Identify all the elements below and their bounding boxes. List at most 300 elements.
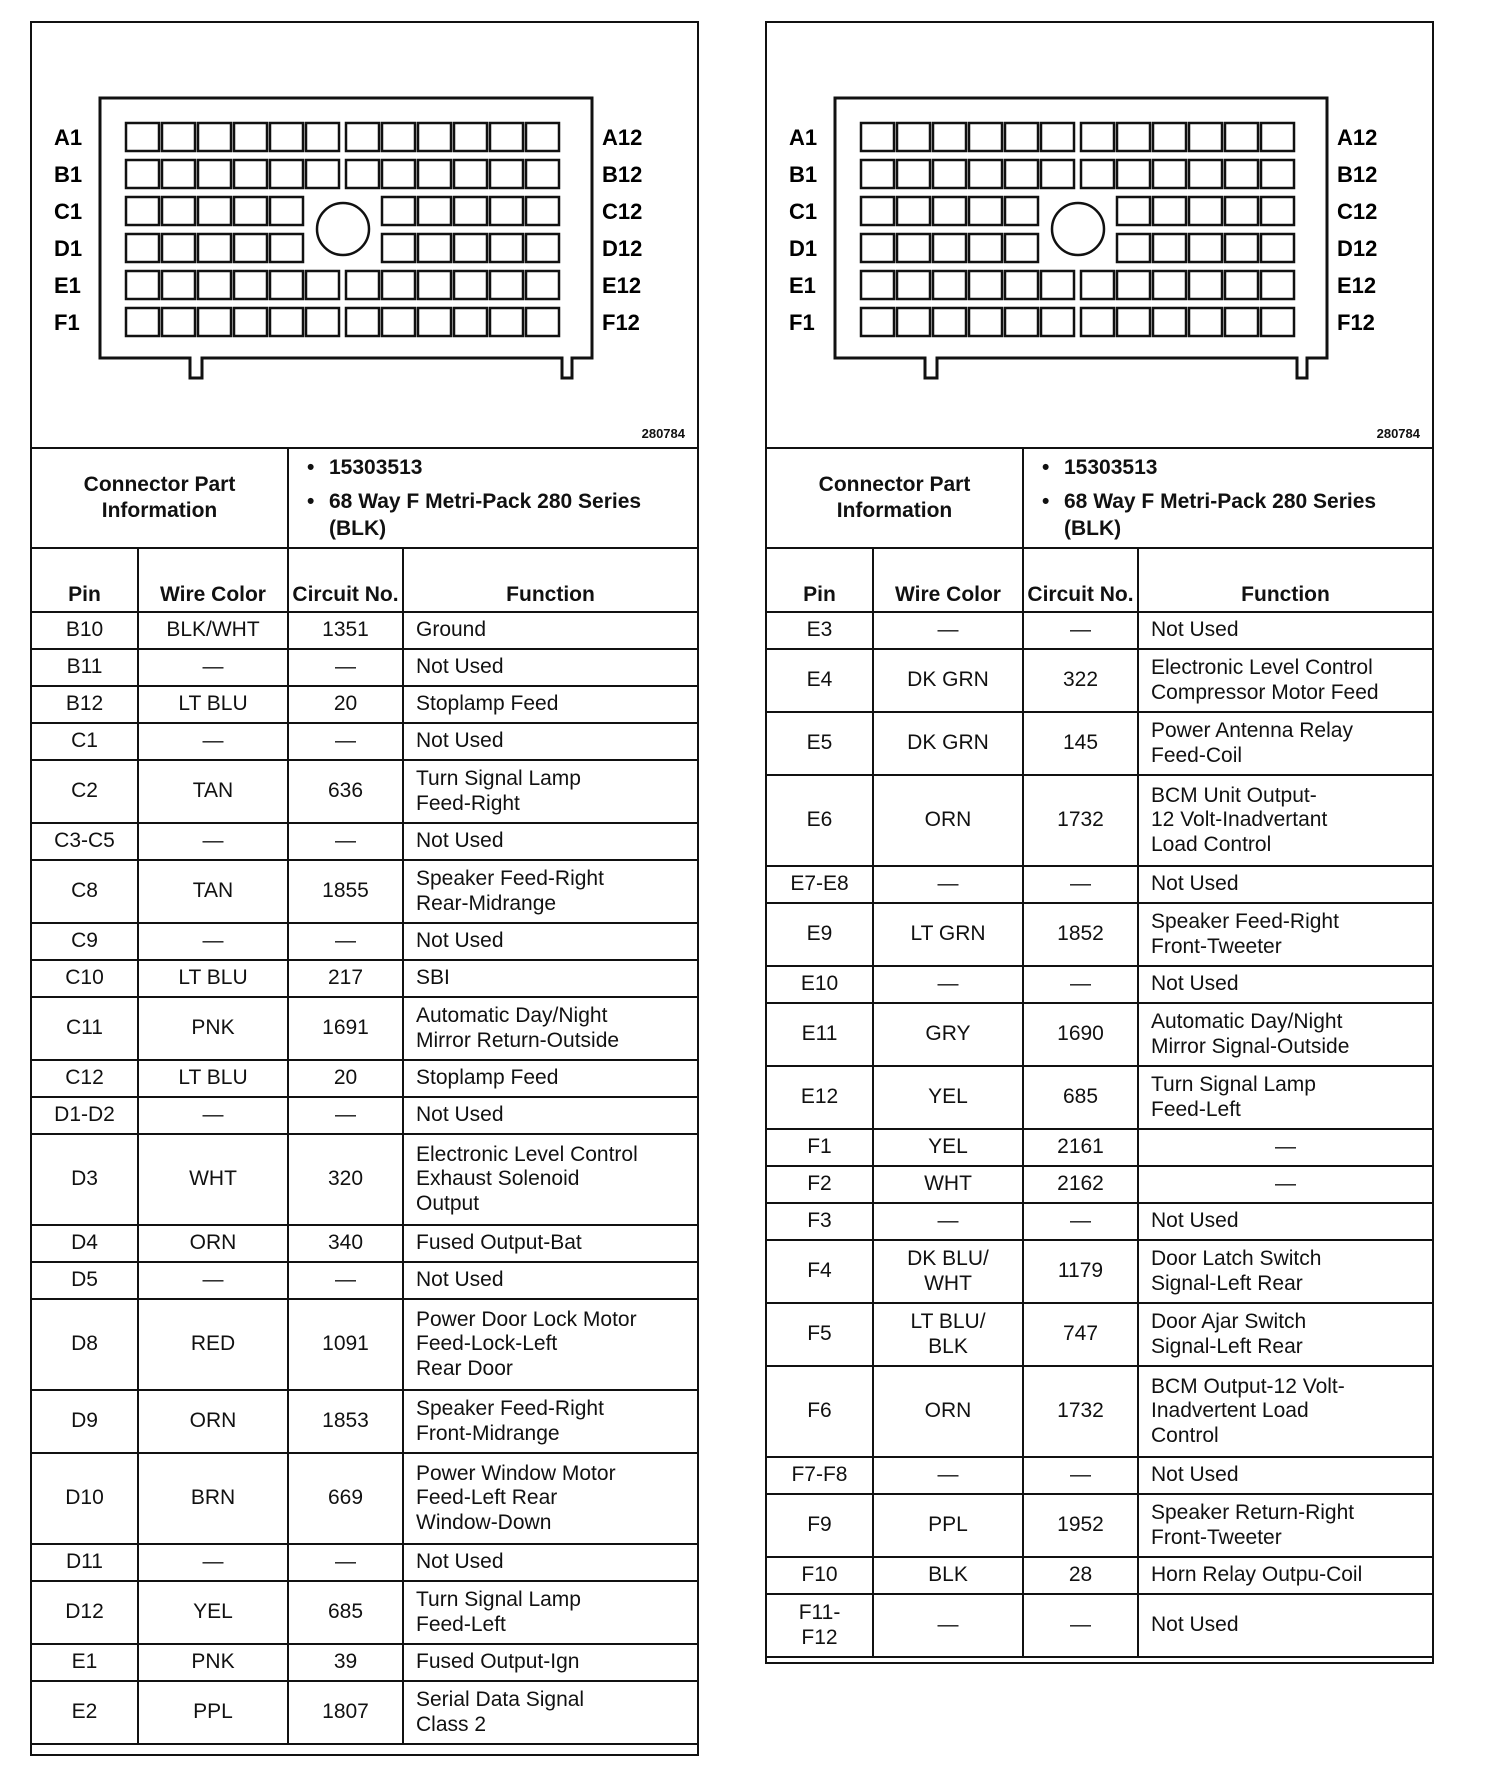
connector-info-values — [1024, 449, 1432, 547]
wire-color-cell: — — [873, 1594, 1023, 1657]
table-row — [32, 649, 697, 686]
pin-cavity — [933, 160, 966, 188]
row-label-right: F12 — [602, 310, 640, 335]
pin-cavity — [1041, 271, 1074, 299]
pin-cavity — [418, 160, 451, 188]
pin-cavity — [1117, 160, 1150, 188]
pin-cavity — [454, 160, 487, 188]
pin-cavity — [1225, 160, 1258, 188]
function-cell: Electronic Level Control Exhaust Solenoid Output — [403, 1134, 697, 1225]
pin-cavity — [1081, 308, 1114, 336]
pin-cavity — [382, 197, 415, 225]
wire-color-cell: — — [873, 1457, 1023, 1494]
circuit-no-cell: 340 — [288, 1225, 403, 1262]
wire-color-cell: ORN — [138, 1225, 288, 1262]
pin-cavity — [198, 234, 231, 262]
wire-color-cell: ORN — [138, 1390, 288, 1453]
pin-cavity — [382, 234, 415, 262]
function-cell: Not Used — [403, 1544, 697, 1581]
circuit-no-cell: 1853 — [288, 1390, 403, 1453]
circuit-no-cell: 669 — [288, 1453, 403, 1544]
pin-cavity — [270, 160, 303, 188]
pin-cavity — [1041, 123, 1074, 151]
header-function: Function — [403, 549, 697, 612]
circuit-no-cell: 322 — [1023, 649, 1138, 712]
table-row — [767, 649, 1432, 712]
pin-cavity — [861, 234, 894, 262]
row-label-right: A12 — [1337, 125, 1378, 150]
function-cell: Not Used — [1138, 612, 1432, 649]
row-label-left: B1 — [789, 162, 818, 187]
pin-cell: C10 — [32, 960, 138, 997]
pin-cavity — [126, 271, 159, 299]
wire-color-cell: — — [138, 823, 288, 860]
pin-cavity — [198, 271, 231, 299]
circuit-no-cell: 145 — [1023, 712, 1138, 775]
table-row — [767, 712, 1432, 775]
row-label-right: C12 — [602, 199, 643, 224]
table-row — [32, 1262, 697, 1299]
pin-cavity — [418, 197, 451, 225]
pin-cell: B12 — [32, 686, 138, 723]
table-row — [32, 612, 697, 649]
pin-cavity — [270, 197, 303, 225]
header-wire-color: Wire Color — [138, 549, 288, 612]
pin-cavity — [490, 197, 523, 225]
function-cell: Horn Relay Outpu-Coil — [1138, 1557, 1432, 1594]
wire-color-cell: LT BLU — [138, 960, 288, 997]
table-row — [767, 1494, 1432, 1557]
pin-cavity — [933, 234, 966, 262]
pin-cell: C11 — [32, 997, 138, 1060]
pin-cavity — [490, 234, 523, 262]
pinout-rows — [32, 612, 697, 1744]
row-label-right: E12 — [1337, 273, 1377, 298]
row-label-right: B12 — [1337, 162, 1378, 187]
table-row — [32, 1097, 697, 1134]
pin-cavity — [969, 308, 1002, 336]
pin-cavity — [897, 197, 930, 225]
wire-color-cell: PPL — [873, 1494, 1023, 1557]
pin-cavity — [1189, 160, 1222, 188]
pin-cell: E5 — [767, 712, 873, 775]
pin-cavity — [490, 308, 523, 336]
circuit-no-cell: — — [288, 1544, 403, 1581]
pin-cell: C9 — [32, 923, 138, 960]
pin-cell: F11- F12 — [767, 1594, 873, 1657]
function-cell: BCM Unit Output- 12 Volt-Inadvertant Load Control — [1138, 775, 1432, 866]
circuit-no-cell: — — [288, 1097, 403, 1134]
connector-description: • 68 Way F Metri-Pack 280 Series (BLK) — [329, 489, 697, 542]
pin-cavity — [162, 271, 195, 299]
pin-cell: C8 — [32, 860, 138, 923]
function-cell: Speaker Return-Right Front-Tweeter — [1138, 1494, 1432, 1557]
pin-cavity — [270, 271, 303, 299]
pin-cavity — [1153, 308, 1186, 336]
wire-color-cell: DK GRN — [873, 712, 1023, 775]
pin-cavity — [861, 271, 894, 299]
wire-color-cell: LT BLU — [138, 1060, 288, 1097]
pin-cavity — [162, 234, 195, 262]
pin-cavity — [1225, 234, 1258, 262]
pin-cavity — [1189, 197, 1222, 225]
pin-cavity — [198, 160, 231, 188]
table-row — [767, 1129, 1432, 1166]
pin-cell: E7-E8 — [767, 866, 873, 903]
pin-cavity — [933, 271, 966, 299]
pin-cavity — [1117, 197, 1150, 225]
pin-cavity — [1153, 160, 1186, 188]
wire-color-cell: BLK — [873, 1557, 1023, 1594]
circuit-no-cell: 1952 — [1023, 1494, 1138, 1557]
pin-cavity — [234, 234, 267, 262]
pin-cavity — [126, 308, 159, 336]
function-cell: Stoplamp Feed — [403, 1060, 697, 1097]
circuit-no-cell: 1855 — [288, 860, 403, 923]
table-row — [32, 1581, 697, 1644]
circuit-no-cell: 2161 — [1023, 1129, 1138, 1166]
pin-cavity — [270, 234, 303, 262]
pin-cavity — [933, 123, 966, 151]
pin-cavity — [162, 160, 195, 188]
polarization-key — [1052, 203, 1104, 255]
pin-cell: C2 — [32, 760, 138, 823]
pin-cavity — [454, 271, 487, 299]
wire-color-cell: TAN — [138, 860, 288, 923]
pin-cavity — [1189, 123, 1222, 151]
pin-cavity — [1261, 308, 1294, 336]
connector-part-info — [32, 449, 697, 549]
pin-cavity — [418, 308, 451, 336]
connector-diagram — [767, 23, 1432, 449]
pin-cell: D3 — [32, 1134, 138, 1225]
table-row — [767, 1166, 1432, 1203]
function-cell: Speaker Feed-Right Front-Tweeter — [1138, 903, 1432, 966]
function-cell: Not Used — [403, 823, 697, 860]
pin-cavity — [306, 308, 339, 336]
table-row — [767, 1303, 1432, 1366]
row-label-left: B1 — [54, 162, 83, 187]
pin-cavity — [1081, 160, 1114, 188]
pin-cavity — [1005, 234, 1038, 262]
row-label-left: D1 — [789, 236, 818, 261]
pin-cavity — [198, 197, 231, 225]
row-label-right: F12 — [1337, 310, 1375, 335]
pin-cavity — [1041, 308, 1074, 336]
pin-cavity — [1261, 160, 1294, 188]
wire-color-cell: ORN — [873, 1366, 1023, 1457]
connector-description: • 68 Way F Metri-Pack 280 Series (BLK) — [1064, 489, 1432, 542]
figure-number: 280784 — [641, 426, 685, 441]
pin-cell: C12 — [32, 1060, 138, 1097]
pin-cavity — [969, 271, 1002, 299]
pin-cavity — [306, 160, 339, 188]
header-circuit-no: Circuit No. — [288, 549, 403, 612]
function-cell: Stoplamp Feed — [403, 686, 697, 723]
function-cell: Electronic Level Control Compressor Motor Feed — [1138, 649, 1432, 712]
pin-cell: F9 — [767, 1494, 873, 1557]
function-cell: Not Used — [1138, 966, 1432, 1003]
wire-color-cell: DK BLU/ WHT — [873, 1240, 1023, 1303]
pin-cell: E2 — [32, 1681, 138, 1744]
pin-cavity — [526, 234, 559, 262]
pin-cavity — [897, 234, 930, 262]
function-cell: Power Door Lock Motor Feed-Lock-Left Rear Door — [403, 1299, 697, 1390]
figure-number: 280784 — [1376, 426, 1420, 441]
pin-cavity — [1261, 271, 1294, 299]
row-label-left: F1 — [789, 310, 815, 335]
pin-cell: F7-F8 — [767, 1457, 873, 1494]
pin-cell: F10 — [767, 1557, 873, 1594]
function-cell: Speaker Feed-Right Front-Midrange — [403, 1390, 697, 1453]
circuit-no-cell: — — [1023, 1457, 1138, 1494]
pin-cavity — [234, 123, 267, 151]
row-label-right: A12 — [602, 125, 643, 150]
wire-color-cell: — — [138, 723, 288, 760]
pin-cavity — [306, 271, 339, 299]
connector-panel-left — [30, 21, 699, 1756]
pin-cavity — [897, 160, 930, 188]
pin-cell: B11 — [32, 649, 138, 686]
pin-cavity — [198, 123, 231, 151]
circuit-no-cell: 685 — [288, 1581, 403, 1644]
polarization-key — [317, 203, 369, 255]
circuit-no-cell: 685 — [1023, 1066, 1138, 1129]
table-row — [32, 1134, 697, 1225]
pin-cavity — [490, 123, 523, 151]
pin-cavity — [1081, 271, 1114, 299]
pin-cavity — [1005, 271, 1038, 299]
table-row — [767, 1557, 1432, 1594]
function-cell: Power Window Motor Feed-Left Rear Window-Down — [403, 1453, 697, 1544]
pin-cell: D10 — [32, 1453, 138, 1544]
table-row — [32, 997, 697, 1060]
row-label-right: D12 — [1337, 236, 1378, 261]
pin-cavity — [897, 308, 930, 336]
pin-cell: E11 — [767, 1003, 873, 1066]
row-label-left: E1 — [54, 273, 81, 298]
function-cell: Ground — [403, 612, 697, 649]
pinout-header-row — [32, 549, 697, 612]
pin-cavity — [382, 123, 415, 151]
wire-color-cell: RED — [138, 1299, 288, 1390]
function-cell: Not Used — [1138, 866, 1432, 903]
pin-cavity — [1117, 271, 1150, 299]
pinout-header-row — [767, 549, 1432, 612]
wire-color-cell: BRN — [138, 1453, 288, 1544]
pin-cell: E4 — [767, 649, 873, 712]
pin-cavity — [526, 308, 559, 336]
table-row — [767, 1240, 1432, 1303]
circuit-no-cell: 1691 — [288, 997, 403, 1060]
wire-color-cell: PPL — [138, 1681, 288, 1744]
wire-color-cell: DK GRN — [873, 649, 1023, 712]
pin-cavity — [1117, 234, 1150, 262]
pin-cavity — [418, 123, 451, 151]
pin-cavity — [126, 197, 159, 225]
pin-cavity — [1189, 308, 1222, 336]
pin-cavity — [234, 308, 267, 336]
pin-cavity — [861, 197, 894, 225]
wire-color-cell: — — [138, 1544, 288, 1581]
wire-color-cell: YEL — [138, 1581, 288, 1644]
row-label-left: A1 — [54, 125, 83, 150]
pin-cavity — [933, 308, 966, 336]
pin-cavity — [969, 234, 1002, 262]
function-cell: Not Used — [1138, 1594, 1432, 1657]
pin-cavity — [1153, 234, 1186, 262]
circuit-no-cell: 1732 — [1023, 1366, 1138, 1457]
row-label-left: A1 — [789, 125, 818, 150]
pin-cavity — [1225, 308, 1258, 336]
pin-cell: E3 — [767, 612, 873, 649]
circuit-no-cell: 320 — [288, 1134, 403, 1225]
header-wire-color: Wire Color — [873, 549, 1023, 612]
circuit-no-cell: — — [288, 723, 403, 760]
wire-color-cell: — — [873, 966, 1023, 1003]
pin-cavity — [234, 197, 267, 225]
table-row — [32, 860, 697, 923]
pin-cell: C1 — [32, 723, 138, 760]
pin-cavity — [1005, 160, 1038, 188]
pin-cavity — [1005, 123, 1038, 151]
pin-cell: D12 — [32, 1581, 138, 1644]
pin-cavity — [1153, 197, 1186, 225]
table-row — [32, 960, 697, 997]
pin-cavity — [306, 123, 339, 151]
function-cell: BCM Output-12 Volt- Inadvertent Load Control — [1138, 1366, 1432, 1457]
row-label-right: D12 — [602, 236, 643, 261]
function-cell: Turn Signal Lamp Feed-Left — [403, 1581, 697, 1644]
pin-cavity — [346, 123, 379, 151]
table-row — [767, 1003, 1432, 1066]
function-cell: SBI — [403, 960, 697, 997]
table-row — [32, 1390, 697, 1453]
wire-color-cell: — — [873, 866, 1023, 903]
pin-cell: B10 — [32, 612, 138, 649]
pin-cavity — [1153, 271, 1186, 299]
pin-cavity — [418, 271, 451, 299]
wire-color-cell: — — [138, 923, 288, 960]
pin-cavity — [526, 271, 559, 299]
pin-cell: F5 — [767, 1303, 873, 1366]
pin-cavity — [454, 308, 487, 336]
pin-cavity — [346, 271, 379, 299]
table-row — [32, 1644, 697, 1681]
pin-cavity — [1041, 160, 1074, 188]
function-cell: — — [1138, 1166, 1432, 1203]
function-cell: Automatic Day/Night Mirror Return-Outside — [403, 997, 697, 1060]
pin-cavity — [1261, 234, 1294, 262]
pin-cavity — [490, 160, 523, 188]
circuit-no-cell: — — [1023, 866, 1138, 903]
pin-cavity — [1225, 197, 1258, 225]
pin-cavity — [454, 123, 487, 151]
pin-cell: E10 — [767, 966, 873, 1003]
wire-color-cell: PNK — [138, 997, 288, 1060]
header-circuit-no: Circuit No. — [1023, 549, 1138, 612]
connector-diagram — [32, 23, 697, 449]
pinout-table — [32, 549, 697, 1745]
table-row — [767, 903, 1432, 966]
pin-cell: F3 — [767, 1203, 873, 1240]
circuit-no-cell: 1091 — [288, 1299, 403, 1390]
table-row — [32, 923, 697, 960]
circuit-no-cell: 1807 — [288, 1681, 403, 1744]
wire-color-cell: WHT — [873, 1166, 1023, 1203]
function-cell: Door Latch Switch Signal-Left Rear — [1138, 1240, 1432, 1303]
wire-color-cell: — — [138, 1262, 288, 1299]
pin-cavity — [897, 271, 930, 299]
pin-cell: E12 — [767, 1066, 873, 1129]
connector-part-number: • 15303513 — [1064, 455, 1432, 481]
row-label-left: C1 — [54, 199, 83, 224]
table-row — [767, 1594, 1432, 1657]
circuit-no-cell: 217 — [288, 960, 403, 997]
function-cell: Fused Output-Ign — [403, 1644, 697, 1681]
function-cell: — — [1138, 1129, 1432, 1166]
wire-color-cell: WHT — [138, 1134, 288, 1225]
connector-info-values — [289, 449, 697, 547]
circuit-no-cell: — — [288, 823, 403, 860]
function-cell: Turn Signal Lamp Feed-Left — [1138, 1066, 1432, 1129]
pin-cell: E9 — [767, 903, 873, 966]
pin-cavity — [969, 123, 1002, 151]
pin-cavity — [454, 234, 487, 262]
table-row — [32, 1299, 697, 1390]
table-row — [767, 1203, 1432, 1240]
table-row — [767, 1457, 1432, 1494]
pin-cavity — [490, 271, 523, 299]
circuit-no-cell: — — [1023, 966, 1138, 1003]
circuit-no-cell: 2162 — [1023, 1166, 1138, 1203]
table-row — [767, 866, 1432, 903]
pin-cavity — [526, 197, 559, 225]
pin-cavity — [346, 308, 379, 336]
pin-cavity — [1081, 123, 1114, 151]
table-row — [32, 1453, 697, 1544]
pin-cavity — [1005, 308, 1038, 336]
function-cell: Fused Output-Bat — [403, 1225, 697, 1262]
table-row — [32, 723, 697, 760]
header-function: Function — [1138, 549, 1432, 612]
row-label-right: B12 — [602, 162, 643, 187]
circuit-no-cell: — — [288, 649, 403, 686]
pin-cell: F2 — [767, 1166, 873, 1203]
pin-cavity — [382, 271, 415, 299]
wire-color-cell: LT GRN — [873, 903, 1023, 966]
pin-cavity — [1189, 234, 1222, 262]
header-pin: Pin — [767, 549, 873, 612]
pin-cavity — [162, 197, 195, 225]
pin-cavity — [234, 271, 267, 299]
connector-face-diagram — [32, 23, 697, 447]
function-cell: Not Used — [403, 723, 697, 760]
function-cell: Not Used — [403, 1097, 697, 1134]
pin-cavity — [418, 234, 451, 262]
connector-part-number: • 15303513 — [329, 455, 697, 481]
connector-info-label: Connector Part Information — [32, 449, 289, 547]
pin-cavity — [270, 308, 303, 336]
row-label-right: E12 — [602, 273, 642, 298]
circuit-no-cell: — — [288, 923, 403, 960]
circuit-no-cell: 20 — [288, 686, 403, 723]
table-row — [767, 775, 1432, 866]
pin-cavity — [162, 123, 195, 151]
pin-cavity — [526, 160, 559, 188]
pin-cavity — [1117, 123, 1150, 151]
table-row — [767, 1066, 1432, 1129]
